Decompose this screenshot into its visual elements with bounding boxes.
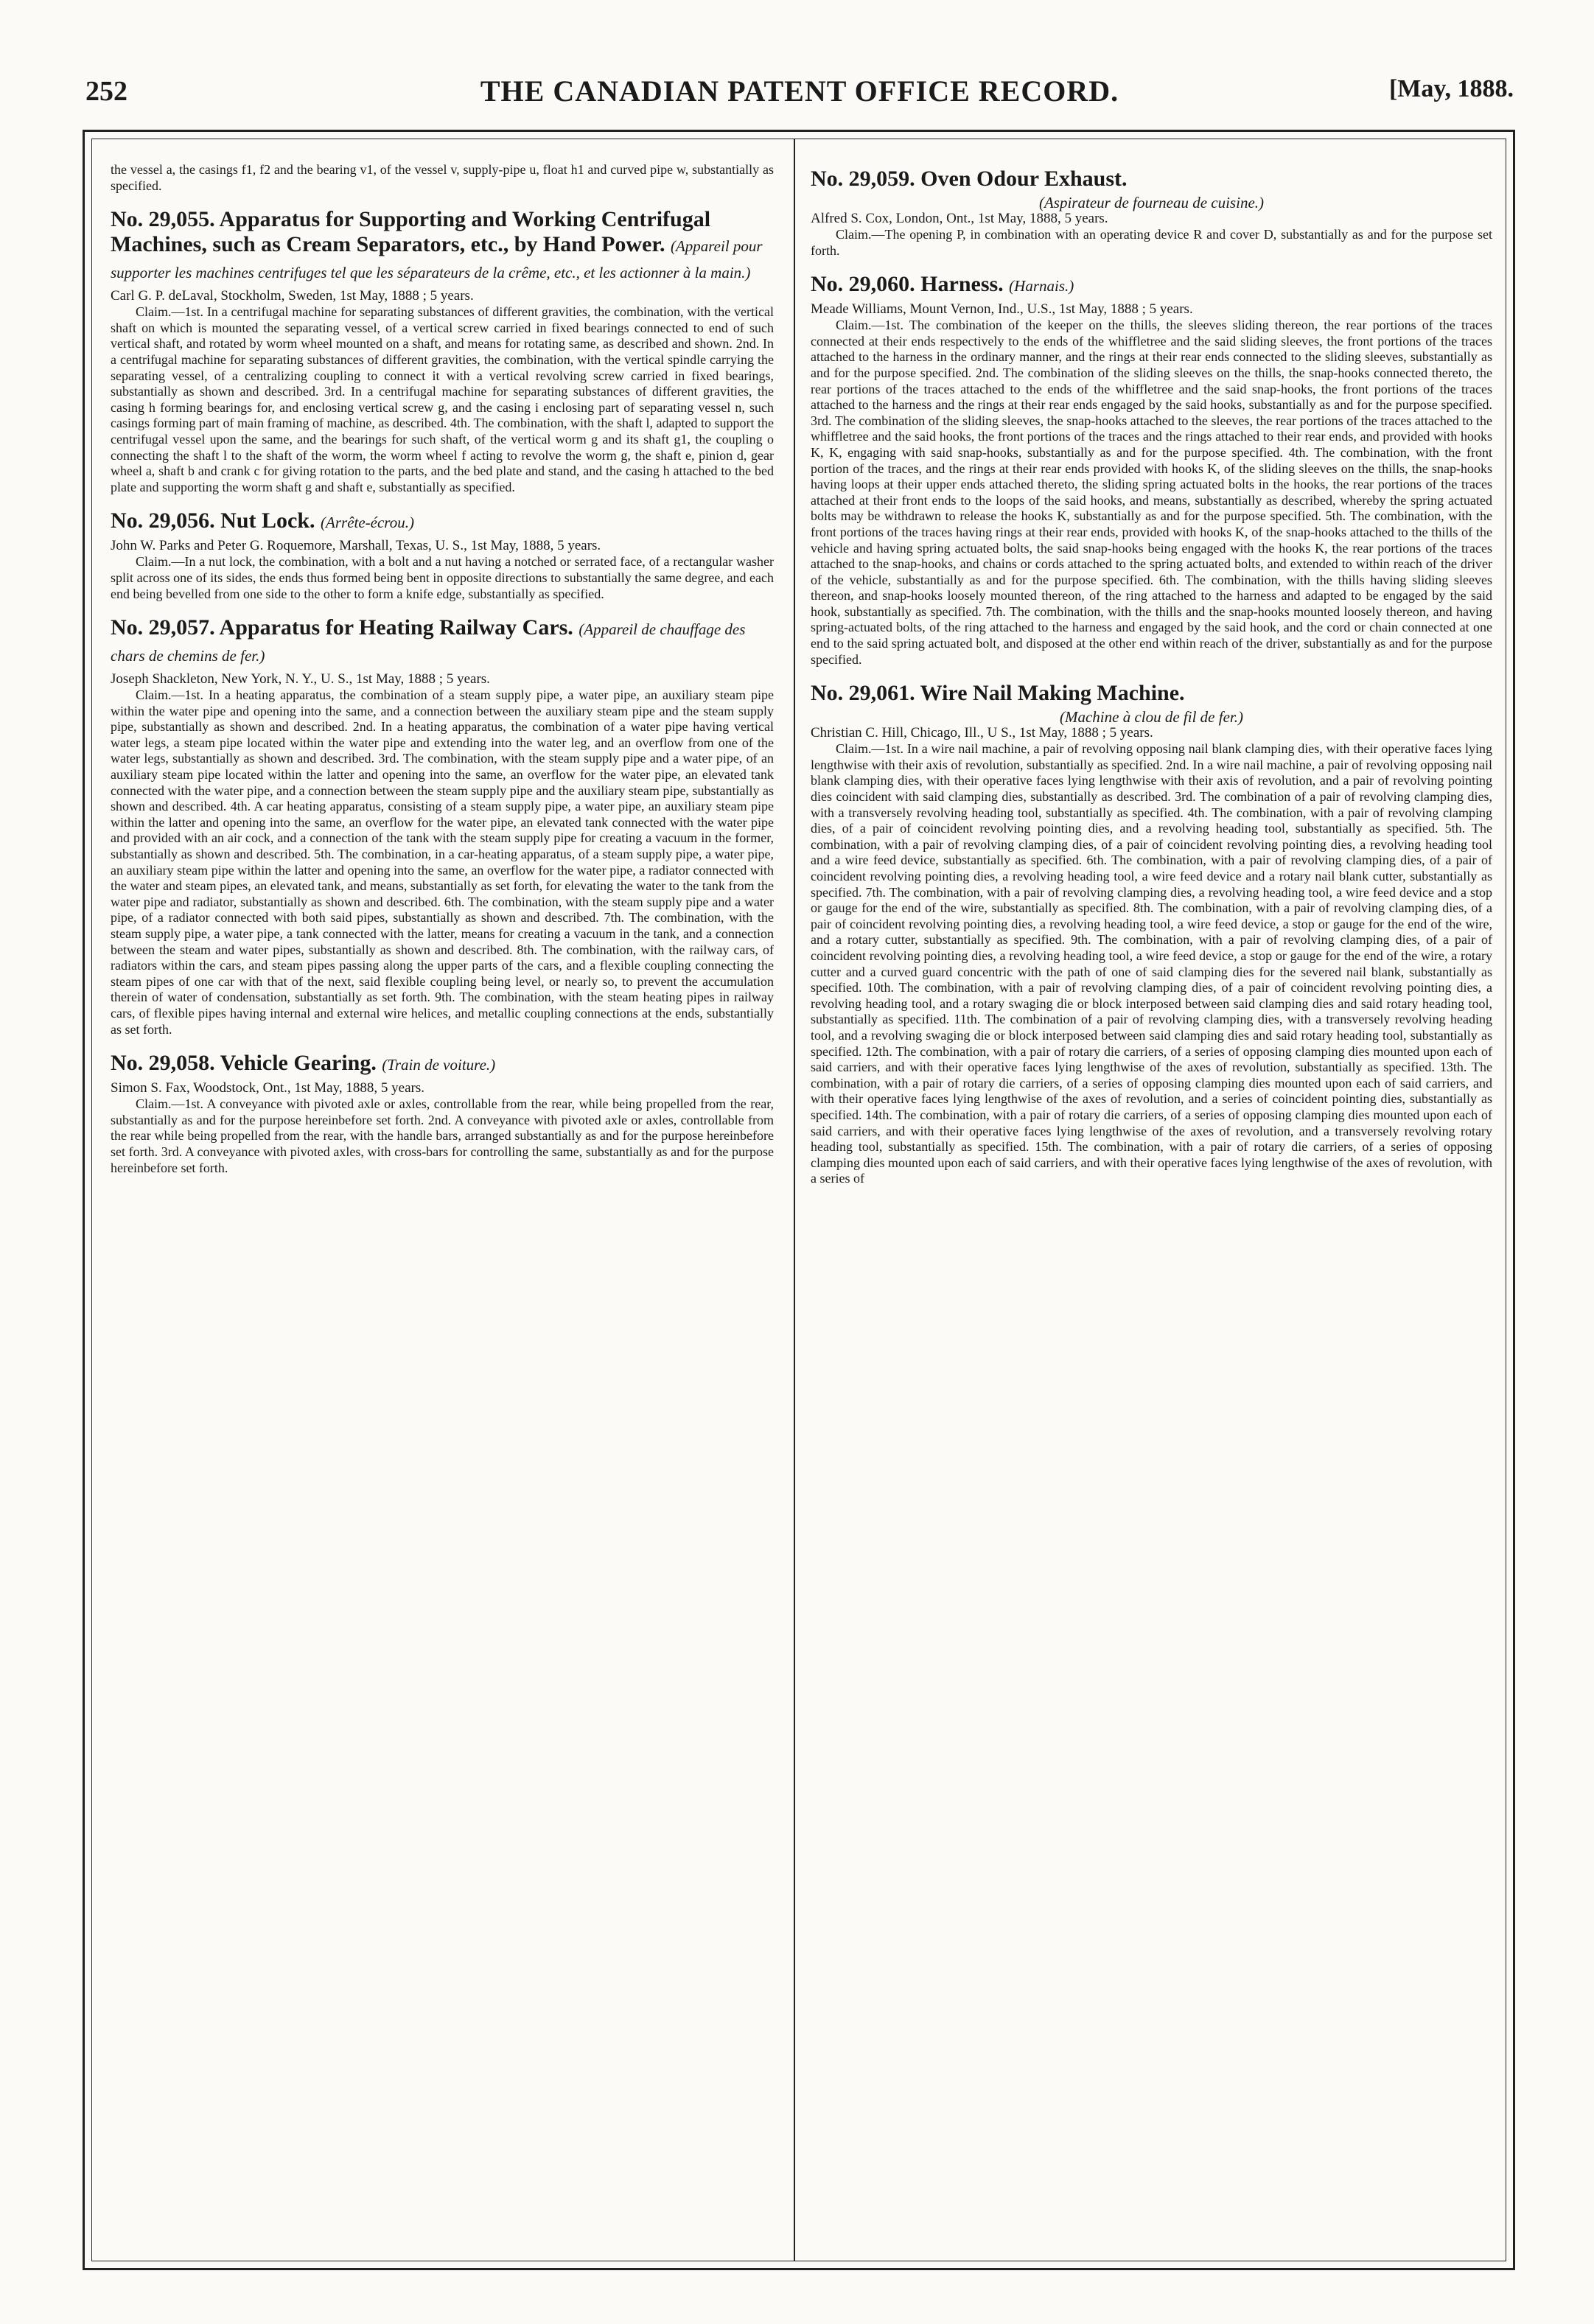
- patent-heading: [111, 1051, 774, 1077]
- column-divider: [794, 139, 795, 2261]
- patent-entry: [811, 681, 1492, 1187]
- page-header: [85, 68, 1514, 112]
- patent-entry: [111, 207, 774, 495]
- patent-number: No. 29,060.: [811, 272, 915, 297]
- patent-number: No. 29,058.: [111, 1051, 215, 1076]
- patent-french-title: (Appareil pour supporter les machines centrifuges tel que les séparateurs de la crême, etc., et les actionner à la main.): [111, 237, 763, 282]
- left-column: [111, 162, 774, 2247]
- right-column: [811, 162, 1492, 2247]
- patent-title: Vehicle Gearing.: [220, 1051, 377, 1076]
- patent-entry: [811, 167, 1492, 259]
- patent-claim: Claim.—In a nut lock, the combination, with a bolt and a nut having a notched or serrated face, of a rectangular washer split across one of its sides, the ends thus formed being bent in opposite directions to substantially the same degree, and each end being bevelled from one side to the other to form a knife edge, substantially as specified.: [111, 554, 774, 601]
- patent-heading: [111, 207, 774, 285]
- patent-claim: Claim.—1st. In a heating apparatus, the combination of a steam supply pipe, a water pipe, an auxiliary steam pipe within the water pipe and opening into the same, and a connection between the auxiliary steam pipe and the steam supply pipe, substantially as shown and described. 2nd. In a heating apparatus, the combination of a water pipe having vertical water legs, a steam pipe located within the water pipe and extending into the water leg, and an overflow from one of the water legs, substantially as shown and described. 3rd. The combination, with the steam supply pipe and a water pipe, of an auxiliary steam pipe located within the latter and opening into the same, an overflow for the water pipe, an elevated tank connected with the water pipe, and a connection between the steam supply pipe and the auxiliary steam pipe, substantially as shown and described. 4th. A car heating apparatus, consisting of a steam supply pipe, a water pipe, an auxiliary steam pipe within the latter and opening into the same, an overflow for the water pipe, an elevated tank connected with the water pipe and provided with an air cock, and a connection of the tank with the steam supply pipe for creating a vacuum in the former, substantially as shown and described. 5th. The combination, in a car-heating apparatus, of a steam supply pipe, a water pipe, an auxiliary steam pipe within the latter and opening into the same, an overflow for the water pipe, a radiator connected with the water and steam pipes, an elevated tank, and means, substantially as set forth, for elevating the water to the tank from the water pipe and radiator, substantially as shown and described. 6th. The combination, with the steam supply pipe and a water pipe, of a radiator connected with both said pipes, substantially as shown and described. 7th. The combination, with the steam supply pipe, a water pipe, a tank connected with the latter, means for creating a vacuum in the tank, and a connection between the steam and water pipes, substantially as shown and described. 8th. The combination, with the railway cars, of radiators within the cars, and steam pipes passing along the upper parts of the cars, and a flexible coupling connecting the steam pipes of one car with that of the next, said flexible coupling being level, or nearly so, to prevent the accumulation therein of water of condensation, substantially as set forth. 9th. The combination, with the steam heating pipes in railway cars, of flexible pipes having internal and external wire helices, and metallic coupling connections at the ends, substantially as set forth.: [111, 687, 774, 1037]
- patent-number: No. 29,056.: [111, 508, 215, 533]
- patent-heading: [111, 615, 774, 668]
- patent-french-title: (Aspirateur de fourneau de cuisine.): [1038, 194, 1265, 211]
- patent-title: Nut Lock.: [220, 508, 315, 533]
- patent-claim: Claim.—1st. In a centrifugal machine for separating substances of different gravities, the combination, with the vertical shaft on which is mounted the separating vessel, of a vertical screw carried in fixed bearings connected to end of such vertical shaft, and rotated by worm wheel mounted on a shaft, and means for rotating same, as described and shown. 2nd. In a centrifugal machine for separating substances of different gravities, the combination, with the vertical spindle carrying the separating vessel, of a centralizing coupling to connect it with a vertical revolving screw carried in fixed bearings, substantially as shown and described. 3rd. In a centrifugal machine for separating substances of different gravities, the casing h forming bearings for, and enclosing vertical screw g, and the casing i enclosing part of separating vessel n, such casings forming part of main framing of machine, as described. 4th. The combination, with the shaft l, adapted to support the centrifugal vessel upon the same, and the bearings for such shaft, of the vertical worm g and its shaft g1, the coupling o connecting the shaft l to the shaft of the worm, the worm wheel f acting to revolve the worm g, the shaft e, pinion d, gear wheel a, shaft b and crank c for giving rotation to the parts, and the bed plate and stand, and the casing h attached to the bed plate and supporting the worm shaft g and shaft e, substantially as specified.: [111, 304, 774, 494]
- patent-french-title: (Appareil de chauffage des chars de chemins de fer.): [111, 620, 746, 665]
- patent-claim: Claim.—The opening P, in combination with an operating device R and cover D, substantially as and for the purpose set forth.: [811, 227, 1492, 258]
- patent-number: No. 29,059.: [811, 167, 915, 191]
- patent-entry: [811, 272, 1492, 668]
- patent-number: No. 29,057.: [111, 615, 215, 640]
- issue-date: [May, 1888.: [1388, 75, 1514, 102]
- patentee: John W. Parks and Peter G. Roquemore, Marshall, Texas, U. S., 1st May, 1888, 5 years.: [111, 538, 601, 554]
- patent-claim: Claim.—1st. The combination of the keeper on the thills, the sleeves sliding thereon, the rear portions of the traces connected at their ends respectively to the ends of the whiffletree and the said sliding sleeves, the front portions of the traces attached to the harness in the ordinary manner, and the rings at their rear ends connected to the sliding sleeves, substantially as and for the purpose specified. 2nd. The combination of the sliding sleeves on the thills, the snap-hooks connected thereto, the rear portions of the traces attached to the ends of the whiffletree and the said snap-hooks, the front portions of the traces attached to the harness and the rings at their rear ends engaged by the said hooks, substantially as and for the purpose specified. 3rd. The combination of the sliding sleeves, the snap-hooks attached to the sleeves, the rear portions of the traces attached to the whiffletree and the said hooks, the front portions of the traces and the rings attached to their rear ends, and provided with hooks K, K, engaging with said snap-hooks, substantially as and for the purpose specified. 4th. The combination, with the front portion of the traces, and the rings at their rear ends provided with hooks K, of the sliding sleeves on the thills, the snap-hooks having loops at their upper ends attached thereto, the sliding spring actuated bolts in the hooks, the rear portions of the traces attached at their front ends to the loops of the said hooks, and means, substantially as described, whereby the spring actuated bolts may be withdrawn to release the hooks K, substantially as and for the purpose specified. 5th. The combination, with the front portions of the traces having rings at their rear ends, provided with hooks K, of the snap-hooks attached to the thills of the vehicle and having spring actuated bolts, the said snap-hooks being engaged with the hooks K, the rear portions of the traces attached to the snap-hooks, and chains or cords attached to the spring actuated bolts, and extended to within reach of the driver of the vehicle, substantially as and for the purpose specified. 6th. The combination, with the thills having sliding sleeves thereon, and snap-hooks loosely mounted thereon, of the ring attached to the harness and adapted to be engaged by the said hook, substantially as specified. 7th. The combination, with the thills and the snap-hooks mounted loosely thereon, and having spring-actuated bolts, of the ring attached to the harness and engaged by the said hook, and the cord or chain connected at one end to the said spring actuated bolt, and disposed at the other end within reach of the driver, substantially as and for the purpose specified.: [811, 318, 1492, 667]
- patent-entry: [111, 1051, 774, 1176]
- patent-french-title: (Train de voiture.): [382, 1056, 496, 1074]
- patent-title: Harness.: [920, 272, 1004, 297]
- patent-heading: [111, 508, 774, 535]
- patent-entry: [111, 508, 774, 602]
- patent-heading: [811, 681, 1492, 706]
- patentee: Meade Williams, Mount Vernon, Ind., U.S., 1st May, 1888 ; 5 years.: [811, 301, 1193, 318]
- patent-heading: [811, 272, 1492, 298]
- continuation-text: the vessel a, the casings f1, f2 and the bearing v1, of the vessel v, supply-pipe u, float h1 and curved pipe w, substantially as specified.: [111, 162, 774, 193]
- continuation-entry: [111, 162, 774, 194]
- patentee: Christian C. Hill, Chicago, Ill., U S., 1st May, 1888 ; 5 years.: [811, 725, 1153, 741]
- patentee: Simon S. Fax, Woodstock, Ont., 1st May, 1888, 5 years.: [111, 1080, 424, 1096]
- patent-title: Apparatus for Heating Railway Cars.: [219, 615, 573, 640]
- patent-title: Wire Nail Making Machine.: [920, 681, 1185, 706]
- patentee: Alfred S. Cox, London, Ont., 1st May, 1888, 5 years.: [811, 211, 1108, 226]
- patentee: Joseph Shackleton, New York, N. Y., U. S., 1st May, 1888 ; 5 years.: [111, 671, 490, 687]
- patentee: Carl G. P. deLaval, Stockholm, Sweden, 1st May, 1888 ; 5 years.: [111, 288, 474, 304]
- publication-title: THE CANADIAN PATENT OFFICE RECORD.: [480, 74, 1119, 108]
- patent-french-title: (Arrête-écrou.): [321, 514, 414, 532]
- patent-entry: [111, 615, 774, 1037]
- patent-number: No. 29,061.: [811, 681, 915, 706]
- patent-title: Apparatus for Supporting and Working Centrifugal Machines, such as Cream Separators, etc., by Hand Power.: [111, 207, 711, 257]
- patent-heading: [811, 167, 1492, 192]
- patent-title: Oven Odour Exhaust.: [920, 167, 1128, 191]
- patent-claim: Claim.—1st. In a wire nail machine, a pair of revolving opposing nail blank clamping dies, with their operative faces lying lengthwise with their axis of revolution, substantially as specified. 2nd. In a wire nail machine, a pair of revolving opposing nail blank clamping dies, with their operative faces lying lengthwise with their axis of revolution, and a pair of revolving pointing dies coincident with said clamping dies, substantially as described. 3rd. The combination of a pair of revolving clamping dies, with a transversely revolving heading tool, substantially as specified. 4th. The combination, with a pair of revolving clamping dies, of a pair of coincident revolving pointing dies, and a revolving heading tool, substantially as specified. 5th. The combination, with a pair of revolving clamping dies, of a pair of coincident revolving pointing dies, a revolving heading tool and a wire feed device, substantially as specified. 6th. The combination, with a pair of revolving clamping dies, of a pair of coincident revolving pointing dies, a revolving heading tool, a wire feed device and a rotary nail blank cutter, substantially as specified. 7th. The combination, with a pair of revolving clamping dies, a revolving heading tool, a wire feed device and a stop or gauge for the end of the wire, substantially as specified. 8th. The combination, with a pair of revolving clamping dies, of a pair of coincident revolving pointing dies, a revolving heading tool, a wire feed device, a stop or gauge for the end of the wire, and a rotary cutter, substantially as specified. 9th. The combination, with a pair of revolving clamping dies, of a pair of coincident revolving pointing dies, a revolving heading tool, a wire feed device, a stop or gauge for the end of the wire, a rotary cutter and a curved guard concentric with the path of one of said clamping dies for the severed nail blank, substantially as specified. 10th. The combination, with a pair of revolving clamping dies, of a pair of coincident revolving pointing dies, a revolving heading tool, and a rotary swaging die or block interposed between said clamping dies and said rotary heading tool, substantially as specified. 11th. The combination of a pair of revolving clamping dies, with a transversely revolving heading tool, and a revolving swaging die or block interposed between said clamping dies and said rotary heading tool, substantially as specified. 12th. The combination, with a pair of rotary die carriers, of a series of opposing clamping dies mounted upon each of said carriers, and with their operative faces lying lengthwise of the axes of revolution, substantially as specified. 13th. The combination, with a pair of rotary die carriers, of a series of opposing clamping dies mounted upon each of said carriers, and with their operative faces lying lengthwise of the axes of revolution, and a series of coincident pointing dies, substantially as specified. 14th. The combination, with a pair of rotary die carriers, of a series of opposing clamping dies mounted upon each of said carriers, and with their operative faces lying lengthwise of the axes of revolution, and a transversely revolving rotary heading tool, substantially as specified. 15th. The combination, with a pair of rotary die carriers, of a series of opposing clamping dies mounted upon each of said carriers, and with their operative faces lying lengthwise of the axes of revolution, with a series of: [811, 741, 1492, 1186]
- patent-number: No. 29,055.: [111, 207, 215, 232]
- patent-french-title: (Harnais.): [1009, 277, 1074, 295]
- patent-french-title: (Machine à clou de fil de fer.): [1059, 708, 1243, 727]
- patent-claim: Claim.—1st. A conveyance with pivoted axle or axles, controllable from the rear, while being propelled from the rear, substantially as and for the purpose hereinbefore set forth. 2nd. A conveyance with pivoted axle or axles, controllable from the rear while being propelled from the rear, with the handle bars, arranged substantially as and for the purpose hereinbefore set forth. 3rd. A conveyance with pivoted axles, with cross-bars for controlling the same, substantially as and for the purpose hereinbefore set forth.: [111, 1096, 774, 1175]
- page-number: 252: [85, 76, 127, 107]
